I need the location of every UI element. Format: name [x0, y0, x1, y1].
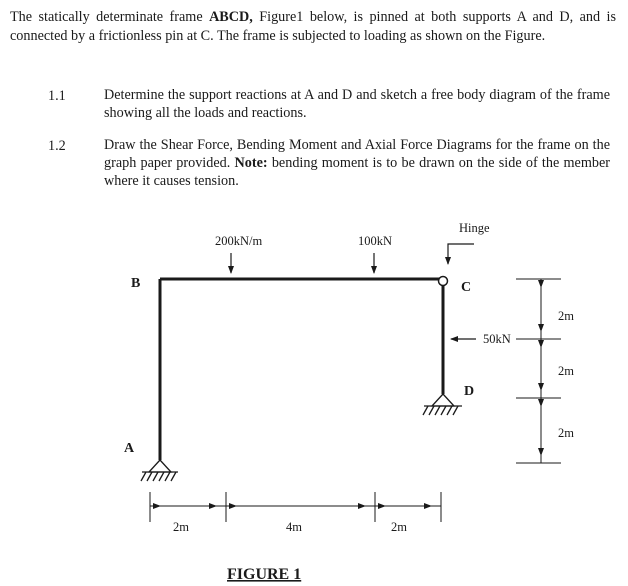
horizontal-dim-label-3: 2m [391, 520, 407, 534]
horizontal-dim-label-2: 4m [286, 520, 302, 534]
horizontal-dim-label-1: 2m [173, 520, 189, 534]
vertical-dimension-line [516, 279, 561, 463]
frame-members [160, 279, 443, 460]
question-text: Determine the support reactions at A and D and sketch a free body diagram of the frame showing all the loads and reactions. [104, 87, 610, 121]
node-label-b: B [131, 276, 141, 291]
point-load-top-label: 100kN [358, 234, 393, 248]
question-number: 1.2 [48, 138, 66, 154]
vertical-dim-label-3: 2m [558, 426, 574, 440]
question-text-part: Draw the Shear Force, Bending Moment and Axial Force Diagrams for the frame on the graph paper provided. [104, 137, 610, 171]
pin-support-a-icon [141, 460, 178, 481]
distributed-load-label: 200kN/m [215, 234, 263, 248]
hinge-pointer-arrow [448, 244, 474, 264]
vertical-dim-label-2: 2m [558, 364, 574, 378]
pin-support-d-icon [423, 394, 462, 415]
question-number: 1.1 [48, 88, 66, 104]
node-label-c: C [461, 280, 472, 295]
vertical-dim-label-1: 2m [558, 309, 574, 323]
intro-text-1: The statically determinate frame [10, 9, 210, 25]
horizontal-dimension-line [150, 492, 441, 522]
hinge-label: Hinge [459, 221, 490, 235]
node-label-a: A [124, 441, 135, 456]
question-text-part: bending moment is to be drawn on the side of the member where it causes tension. [104, 155, 610, 189]
frame-name: ABCD, [209, 9, 253, 25]
intro-text-2: Figure1 below, is pinned at both supports A and D, and is connected by a frictionless pin at C. The frame is subjected to loading as shown on the Figure. [10, 9, 616, 44]
note-label: Note: [234, 155, 268, 171]
point-load-side-label: 50kN [483, 332, 511, 346]
hinge-c-icon [439, 277, 448, 286]
node-label-d: D [464, 384, 475, 399]
figure-caption: FIGURE 1 [227, 566, 302, 583]
